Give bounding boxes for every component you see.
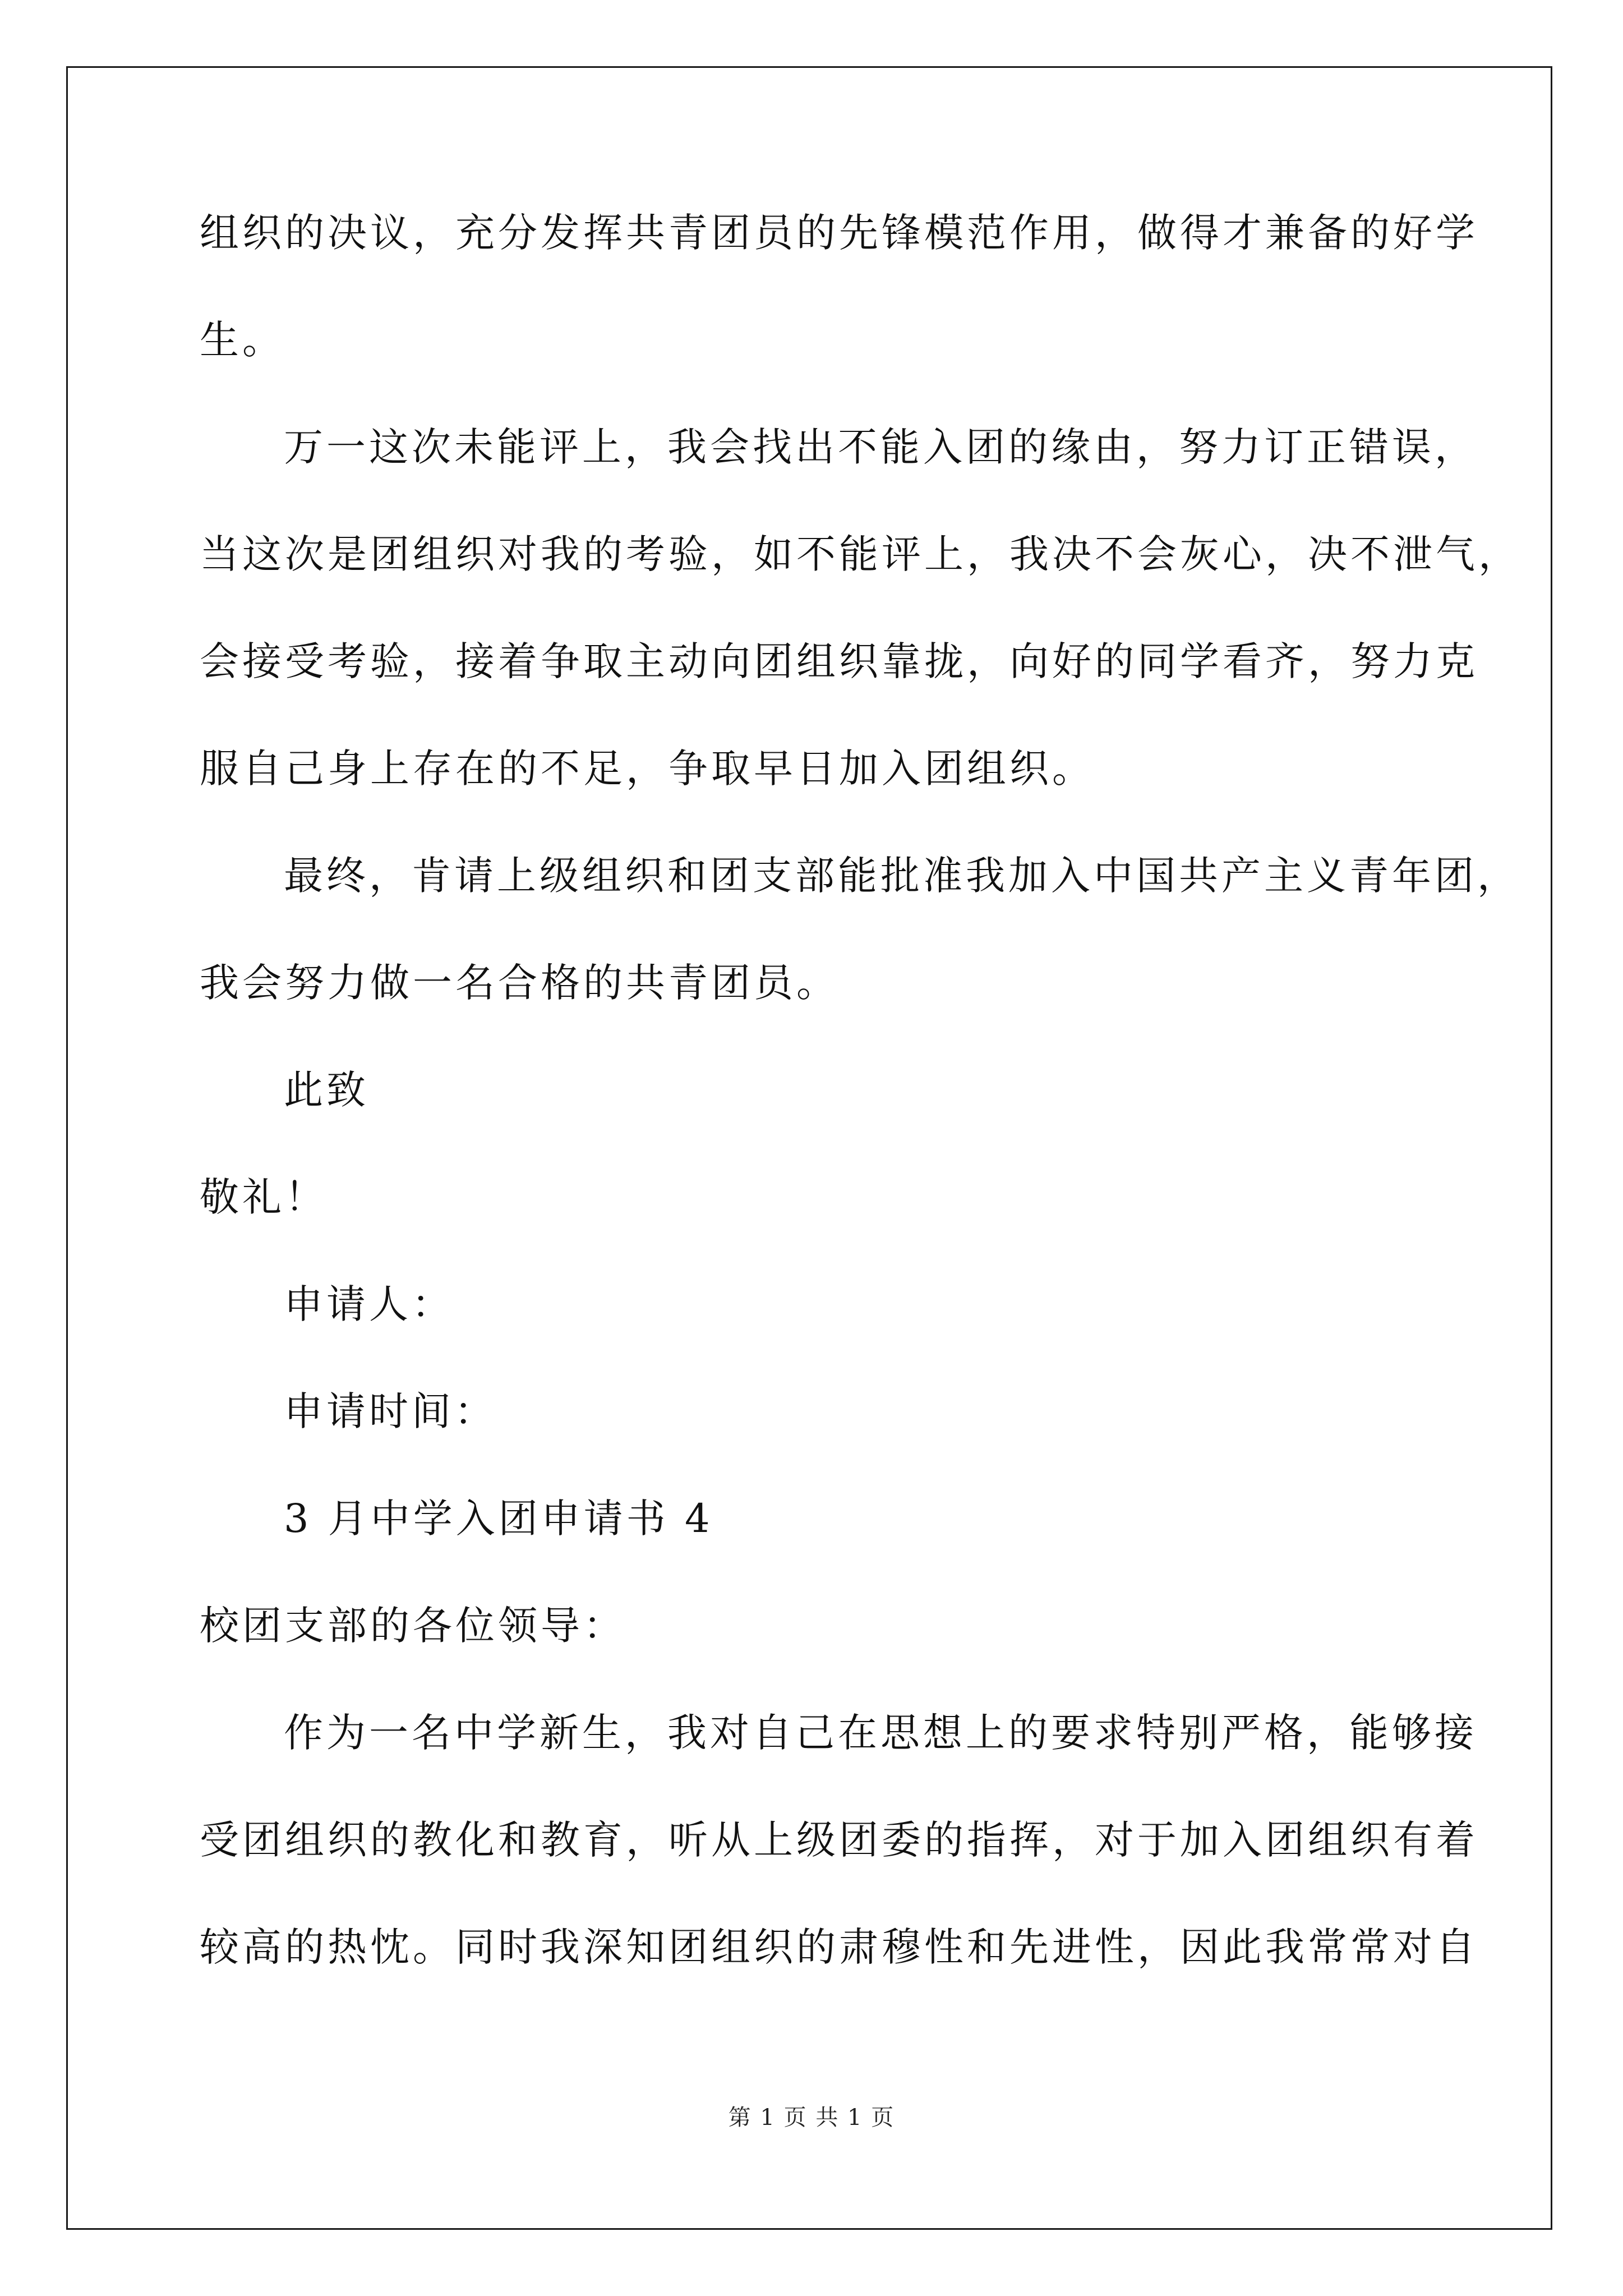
closing-regards: 敬礼！ <box>200 1174 328 1220</box>
text-line: 万一这次未能评上，我会找出不能入团的缘由，努力订正错误， <box>284 424 1477 470</box>
document-body <box>200 210 1521 2035</box>
text-line: 组织的决议，充分发挥共青团员的先锋模范作用，做得才兼备的好学 <box>200 210 1478 256</box>
applicant-label: 申请人： <box>284 1281 454 1327</box>
section-heading: 3 月中学入团申请书 4 <box>284 1496 713 1542</box>
text-line: 作为一名中学新生，我对自己在思想上的要求特别严格，能够接 <box>284 1710 1477 1756</box>
text-line: 最终，肯请上级组织和团支部能批准我加入中国共产主义青年团， <box>284 853 1520 899</box>
text-line: 我会努力做一名合格的共青团员。 <box>200 960 839 1006</box>
greeting: 校团支部的各位领导： <box>200 1603 626 1649</box>
text-line: 会接受考验，接着争取主动向团组织靠拢，向好的同学看齐，努力克 <box>200 638 1478 684</box>
page-number: 第 1 页 共 1 页 <box>728 2105 895 2131</box>
text-line: 较高的热忱。同时我深知团组织的肃穆性和先进性，因此我常常对自 <box>200 1924 1478 1970</box>
application-date-label: 申请时间： <box>284 1388 497 1434</box>
text-line: 服自己身上存在的不足，争取早日加入团组织。 <box>200 746 1095 792</box>
closing-salutation: 此致 <box>284 1067 369 1113</box>
text-line: 受团组织的教化和教育，听从上级团委的指挥，对于加入团组织有着 <box>200 1817 1478 1863</box>
text-line: 生。 <box>200 317 285 363</box>
text-line: 当这次是团组织对我的考验，如不能评上，我决不会灰心，决不泄气， <box>200 531 1521 577</box>
